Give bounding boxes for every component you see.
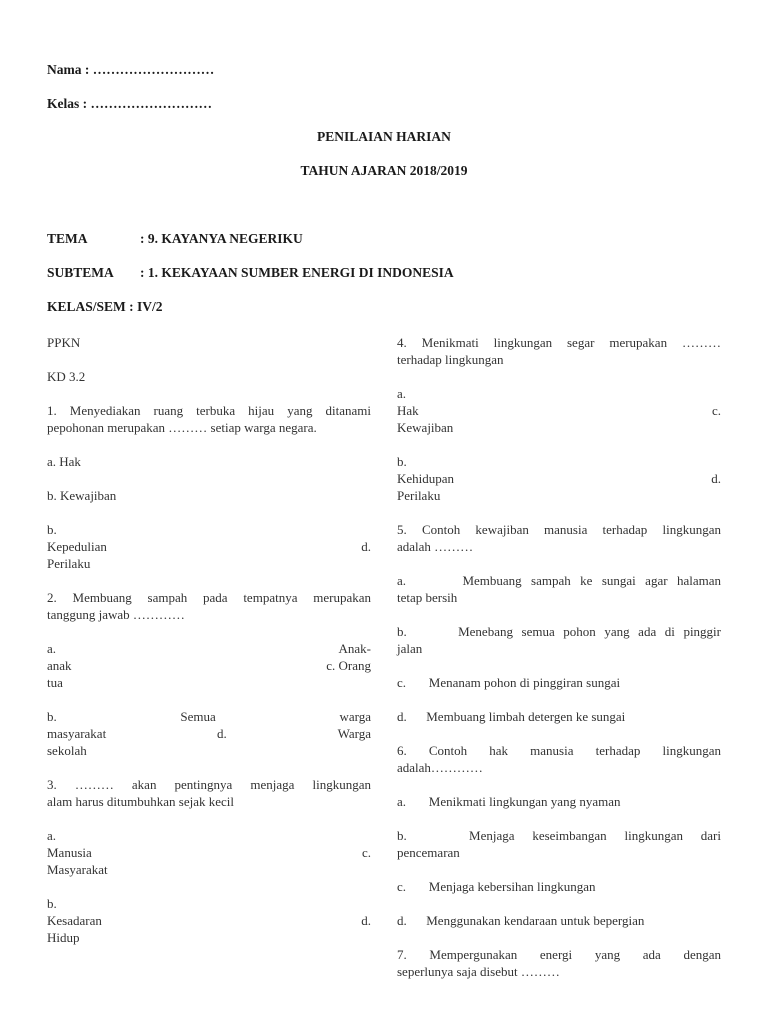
name-field: Nama : ……………………… [47, 62, 215, 77]
q2-option-d: d. [217, 726, 227, 741]
q6-option-c: c. Menjaga kebersihan lingkungan [397, 879, 596, 894]
q4-option-a: a. [397, 386, 407, 401]
q2-option-c-text: tua [47, 675, 63, 690]
q1-option-d: d. [361, 539, 371, 554]
q2-option-d-text: Warga [337, 726, 371, 741]
q6-line2: adalah………… [397, 760, 483, 775]
q3-option-a-row [47, 844, 371, 861]
q2-option-b: b. [47, 709, 57, 724]
q2-option-b2-row [47, 725, 371, 742]
kd: KD 3.2 [47, 369, 86, 384]
subtheme-line [47, 265, 454, 281]
q1-option-a: a. Hak [47, 454, 81, 469]
q2-option-d-text2: sekolah [47, 743, 87, 758]
q3-option-b: b. [47, 896, 57, 911]
q6-option-d: d. Menggunakan kendaraan untuk bepergian [397, 913, 645, 928]
q2-option-a: a. [47, 641, 57, 656]
class-field: Kelas : ……………………… [47, 96, 212, 111]
q4-line2: terhadap lingkungan [397, 352, 504, 367]
q4-option-hak: Hak [397, 403, 419, 418]
q3-option-b-row [47, 912, 371, 929]
q3-line1: 3. ……… akan pentingnya menjaga lingkungan [47, 777, 371, 792]
class-semester: KELAS/SEM : IV/2 [47, 299, 163, 314]
q2-option-a-text: Anak- [338, 641, 371, 656]
q3-option-hidup: Hidup [47, 930, 80, 945]
q3-option-a: a. [47, 828, 57, 843]
right-column [397, 334, 721, 980]
q6-option-b-line2: pencemaran [397, 845, 460, 860]
q5-line2: adalah ……… [397, 539, 474, 554]
q3-option-manusia: Manusia [47, 845, 92, 860]
q1-option-b: b. Kewajiban [47, 488, 117, 503]
q5-option-d: d. Membuang limbah detergen ke sungai [397, 709, 626, 724]
q3-option-kesadaran: Kesadaran [47, 913, 102, 928]
q3-line2: alam harus ditumbuhkan sejak kecil [47, 794, 235, 809]
q2-option-b-row [47, 708, 371, 725]
q2-option-b-text3: masyarakat [47, 726, 107, 741]
q2-line1: 2. Membuang sampah pada tempatnya merupakan [47, 590, 371, 605]
q1-line2: pepohonan merupakan ……… setiap warga negara. [47, 420, 317, 435]
q3-option-c: c. [361, 845, 371, 860]
school-year: TAHUN AJARAN 2018/2019 [300, 163, 468, 178]
q5-option-a-line2: tetap bersih [397, 590, 458, 605]
q1-option-perilaku: Perilaku [47, 556, 91, 571]
theme-label: TEMA [47, 231, 88, 246]
q5-option-b-line2: jalan [397, 641, 423, 656]
subject: PPKN [47, 335, 81, 350]
q2-option-b-text2: warga [339, 709, 371, 724]
subtheme-value: : 1. KEKAYAAN SUMBER ENERGI DI INDONESIA [140, 265, 454, 280]
q7-line2: seperlunya saja disebut ……… [397, 964, 560, 979]
q4-line1: 4. Menikmati lingkungan segar merupakan ……… [397, 335, 721, 350]
q4-option-a-row [397, 402, 721, 419]
q6-option-a: a. Menikmati lingkungan yang nyaman [397, 794, 621, 809]
document-title: PENILAIAN HARIAN [317, 129, 451, 144]
q5-option-c: c. Menanam pohon di pinggiran sungai [397, 675, 621, 690]
q4-option-kewajiban: Kewajiban [397, 420, 454, 435]
q2-line2: tanggung jawab ………… [47, 607, 185, 622]
q2-option-b-text: Semua [180, 709, 216, 724]
q2-option-c: c. Orang [326, 658, 371, 673]
q5-option-b-line1: b. Menebang semua pohon yang ada di pinggir [397, 624, 721, 639]
q6-line1: 6. Contoh hak manusia terhadap lingkungan [397, 743, 721, 758]
q4-option-kehidupan: Kehidupan [397, 471, 455, 486]
q2-option-a2-row [47, 657, 371, 674]
theme-value: : 9. KAYANYA NEGERIKU [140, 231, 303, 246]
q4-option-d: d. [711, 471, 721, 486]
q4-option-b-row [397, 470, 721, 487]
q1-option-b2: b. [47, 522, 57, 537]
q1-option-kepedulian: Kepedulian [47, 539, 107, 554]
q1-line1: 1. Menyediakan ruang terbuka hijau yang ditanami [47, 403, 371, 418]
q4-option-perilaku: Perilaku [397, 488, 441, 503]
q2-option-a-row [47, 640, 371, 657]
q2-option-a-text2: anak [47, 658, 72, 673]
q6-option-b-line1: b. Menjaga keseimbangan lingkungan dari [397, 828, 721, 843]
theme-line [47, 231, 303, 247]
q3-option-d: d. [361, 913, 371, 928]
q1-option-row [47, 538, 371, 555]
q4-option-b: b. [397, 454, 407, 469]
q7-line1: 7. Mempergunakan energi yang ada dengan [397, 947, 721, 962]
q5-option-a-line1: a. Membuang sampah ke sungai agar halaman [397, 573, 721, 588]
q5-line1: 5. Contoh kewajiban manusia terhadap lingkungan [397, 522, 721, 537]
q4-option-c: c. [711, 403, 721, 418]
subtheme-label: SUBTEMA [47, 265, 114, 280]
q3-option-masyarakat: Masyarakat [47, 862, 108, 877]
left-column [47, 334, 371, 946]
